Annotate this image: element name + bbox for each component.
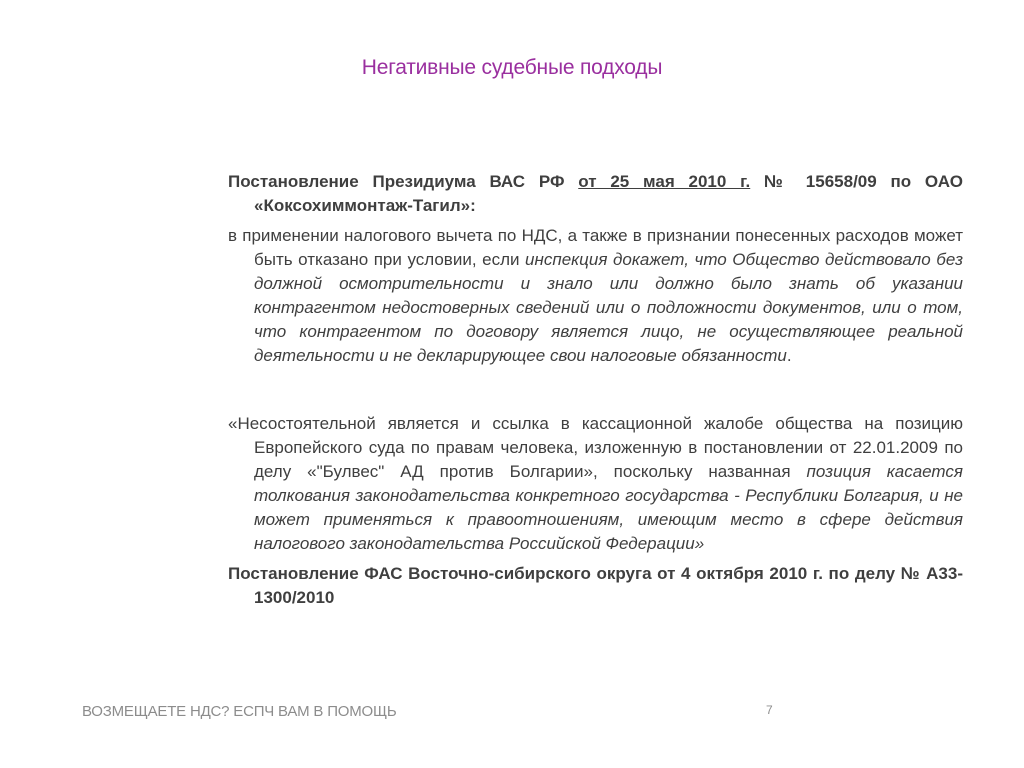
tax-deduction-text: в применении налогового вычета по НДС, а также в признании понесенных расходов может быть отказано при условии, если xyxy=(228,226,963,269)
tax-deduction-italic: инспекция докажет, что Общество действовало без должной осмотрительности и знало или должно было знать об указании контрагентом недостоверных сведений или о подложности документов, или о том, что контрагентом по договору является лицо, не осуществляющее реальной деятельности и не декларирующее свои налоговые обязанности xyxy=(254,250,963,365)
echr-reference-italic: позиция касается толкования законодательства конкретного государства - Республики Болгария, и не может применяться к правоотношениям, имеющим место в сфере действия налогового законодательства Российской Федерации» xyxy=(254,462,963,553)
slide-content xyxy=(228,170,963,610)
slide-title: Негативные судебные подходы xyxy=(361,56,663,79)
resolution-vas-paragraph xyxy=(228,170,963,218)
echr-reference-paragraph xyxy=(228,412,963,556)
resolution-fas-paragraph: Постановление ФАС Восточно-сибирского округа от 4 октября 2010 г. по делу № А33-1300/2010 xyxy=(228,564,963,607)
tax-deduction-paragraph xyxy=(228,224,963,368)
resolution-vas-suffix: № 15658/09 по ОАО «Коксохиммонтаж-Тагил»: xyxy=(254,172,964,215)
page-number: 7 xyxy=(766,703,773,717)
echr-reference-text: «Несостоятельной является и ссылка в кассационной жалобе общества на позицию Европейского суда по правам человека, изложенную в постановлении от 22.01.2009 по делу «"Булвес" АД против Болгарии», поскольку названная xyxy=(228,414,963,481)
resolution-vas-prefix: Постановление Президиума ВАС РФ xyxy=(228,172,579,191)
resolution-vas-date: от 25 мая 2010 г. xyxy=(578,172,751,191)
tax-deduction-end: . xyxy=(786,346,792,365)
footer-caption: ВОЗМЕЩАЕТЕ НДС? ЕСПЧ ВАМ В ПОМОЩЬ xyxy=(82,703,397,720)
